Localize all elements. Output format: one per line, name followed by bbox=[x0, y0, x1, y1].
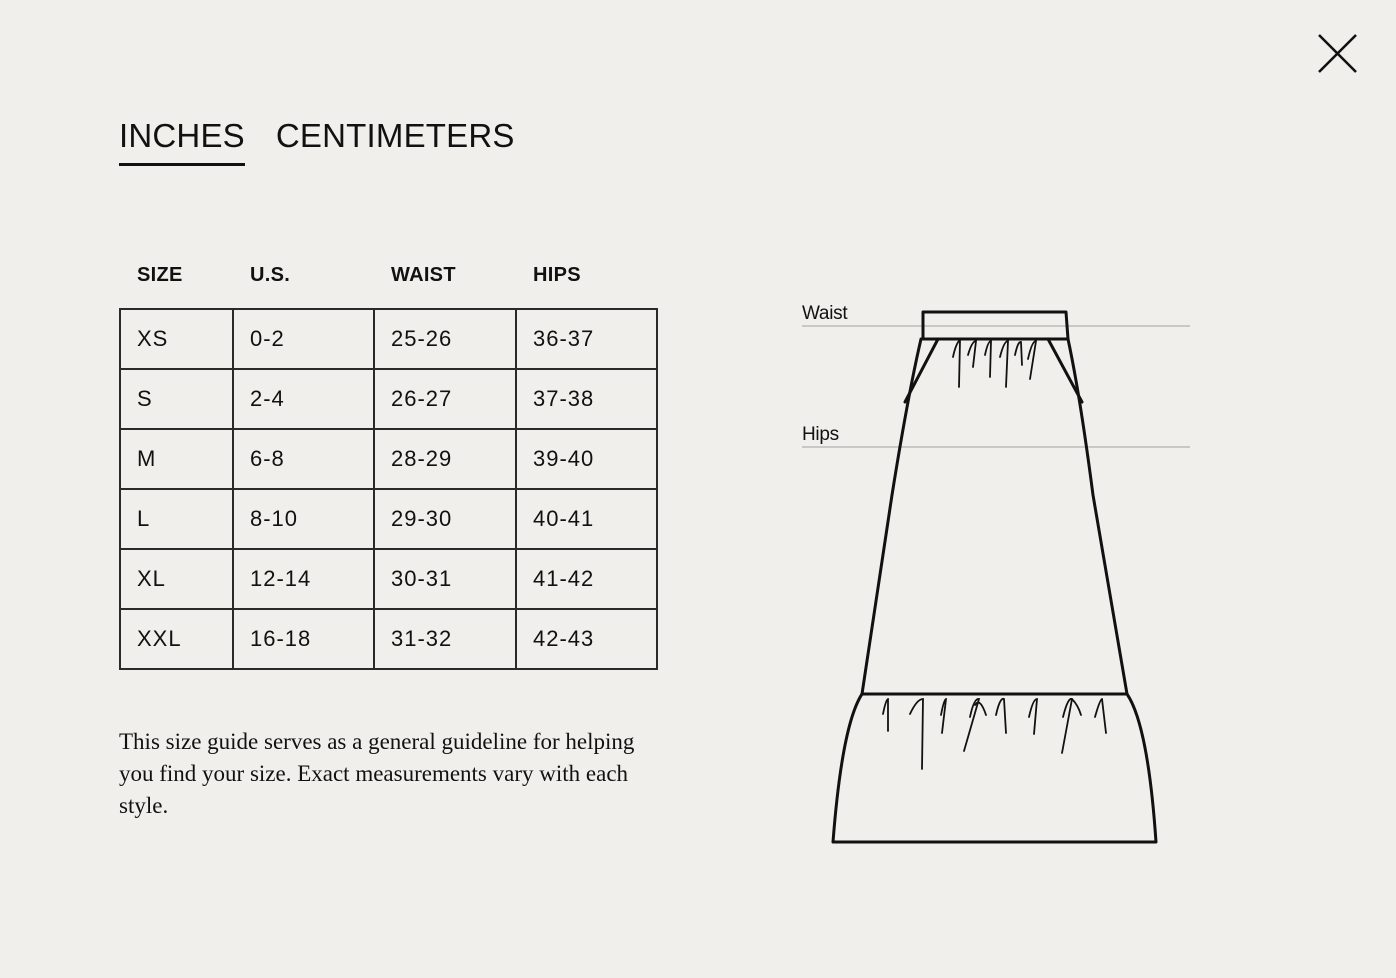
table-row bbox=[120, 549, 657, 609]
cell-size: M bbox=[120, 429, 233, 489]
cell-hips: 40-41 bbox=[516, 489, 657, 549]
column-header-waist: WAIST bbox=[391, 264, 456, 286]
table-row bbox=[120, 369, 657, 429]
cell-us: 6-8 bbox=[233, 429, 374, 489]
cell-hips: 36-37 bbox=[516, 309, 657, 369]
skirt-diagram bbox=[790, 295, 1210, 855]
cell-waist: 25-26 bbox=[374, 309, 516, 369]
cell-us: 0-2 bbox=[233, 309, 374, 369]
cell-waist: 30-31 bbox=[374, 549, 516, 609]
cell-hips: 37-38 bbox=[516, 369, 657, 429]
unit-tabs bbox=[119, 116, 546, 166]
cell-waist: 29-30 bbox=[374, 489, 516, 549]
waist-label: Waist bbox=[802, 303, 848, 324]
column-header-size: SIZE bbox=[137, 264, 183, 286]
cell-waist: 28-29 bbox=[374, 429, 516, 489]
table-row bbox=[120, 489, 657, 549]
tab-inches[interactable]: INCHES bbox=[119, 116, 245, 166]
cell-size: L bbox=[120, 489, 233, 549]
cell-us: 2-4 bbox=[233, 369, 374, 429]
cell-size: XXL bbox=[120, 609, 233, 669]
table-row bbox=[120, 609, 657, 669]
cell-us: 12-14 bbox=[233, 549, 374, 609]
hips-label: Hips bbox=[802, 424, 839, 445]
cell-us: 8-10 bbox=[233, 489, 374, 549]
size-guide-note: This size guide serves as a general guideline for helping you find your size. Exact measurements vary with each style. bbox=[119, 729, 635, 818]
cell-waist: 26-27 bbox=[374, 369, 516, 429]
table-row bbox=[120, 429, 657, 489]
cell-size: S bbox=[120, 369, 233, 429]
table-header-row bbox=[120, 258, 657, 309]
cell-hips: 41-42 bbox=[516, 549, 657, 609]
cell-hips: 42-43 bbox=[516, 609, 657, 669]
column-header-us: U.S. bbox=[250, 264, 291, 286]
column-header-hips: HIPS bbox=[533, 264, 581, 286]
cell-size: XS bbox=[120, 309, 233, 369]
cell-size: XL bbox=[120, 549, 233, 609]
cell-us: 16-18 bbox=[233, 609, 374, 669]
cell-hips: 39-40 bbox=[516, 429, 657, 489]
tab-centimeters[interactable]: CENTIMETERS bbox=[275, 117, 515, 154]
close-button[interactable] bbox=[1314, 30, 1360, 76]
cell-waist: 31-32 bbox=[374, 609, 516, 669]
table-row bbox=[120, 309, 657, 369]
skirt-illustration bbox=[790, 295, 1210, 855]
size-table bbox=[119, 258, 658, 670]
close-icon bbox=[1314, 30, 1360, 76]
